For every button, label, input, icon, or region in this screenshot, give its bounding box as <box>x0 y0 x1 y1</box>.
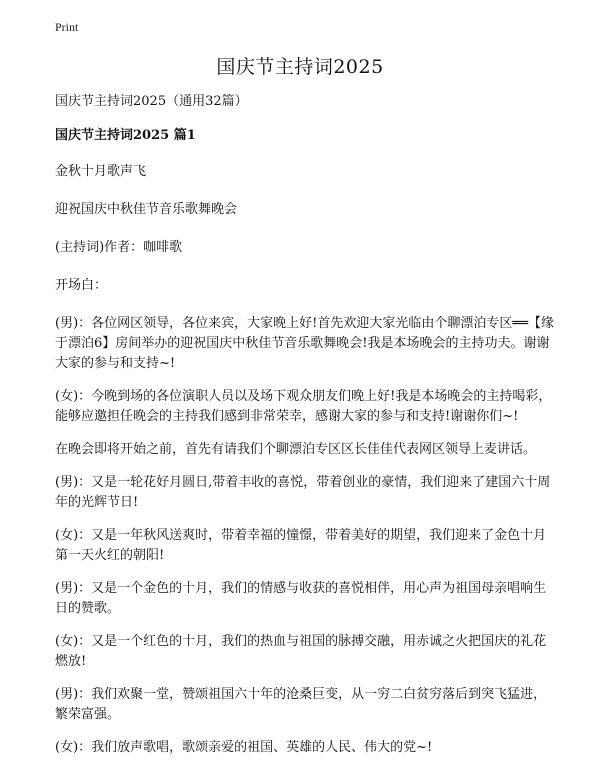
paragraph-author: (主持词)作者：咖啡歌 <box>55 240 183 255</box>
paragraph-announcement: 在晚会即将开始之前，首先有请我们个聊漂泊专区区长佳佳代表网区领导上麦讲话。 <box>55 442 537 457</box>
page-title: 国庆节主持词2025 <box>216 56 384 78</box>
section-heading: 国庆节主持词2025 篇1 <box>55 128 196 143</box>
paragraph-dialogue: (男)：又是一轮花好月圆日,带着丰收的喜悦，带着创业的豪情，我们迎来了建国六十周年的光辉节日! <box>55 475 551 510</box>
print-link[interactable]: Print <box>55 20 79 34</box>
paragraph-opening-label: 开场白： <box>55 278 108 293</box>
document-subtitle: 国庆节主持词2025（通用32篇） <box>55 94 248 109</box>
paragraph-event-name: 迎祝国庆中秋佳节音乐歌舞晚会 <box>55 202 238 217</box>
paragraph-dialogue: (男)：又是一个金色的十月，我们的情感与收获的喜悦相伴，用心声为祖国母亲唱响生日的赞歌。 <box>55 581 547 616</box>
paragraph-dialogue: (女)：又是一年秋风送爽时，带着幸福的憧憬，带着美好的期望，我们迎来了金色十月第一天火红的朝阳! <box>55 528 547 563</box>
document-body <box>55 92 555 771</box>
paragraph-dialogue: (男)：各位网区领导，各位来宾，大家晚上好!首先欢迎大家光临由个聊漂泊专区══【缘于漂泊6】房间举办的迎祝国庆中秋佳节音乐歌舞晚会!我是本场晚会的主持功夫。谢谢大家的参与和支持~! <box>55 316 555 371</box>
paragraph-theme: 金秋十月歌声飞 <box>55 164 147 179</box>
paragraph-dialogue: (女)：我们放声歌唱，歌颂亲爱的祖国、英雄的人民、伟大的党~! <box>55 740 433 755</box>
paragraph-dialogue: (女)：又是一个红色的十月，我们的热血与祖国的脉搏交融，用赤诚之火把国庆的礼花燃放! <box>55 634 547 669</box>
paragraph-dialogue: (男)：我们欢聚一堂，赞颂祖国六十年的沧桑巨变，从一穷二白贫穷落后到突飞猛进，繁荣富强。 <box>55 687 547 722</box>
paragraph-dialogue: (女)：今晚到场的各位演职人员以及场下观众朋友们晚上好!我是本场晚会的主持喝彩，能够应邀担任晚会的主持我们感到非常荣幸，感谢大家的参与和支持!谢谢你们~! <box>55 389 552 424</box>
